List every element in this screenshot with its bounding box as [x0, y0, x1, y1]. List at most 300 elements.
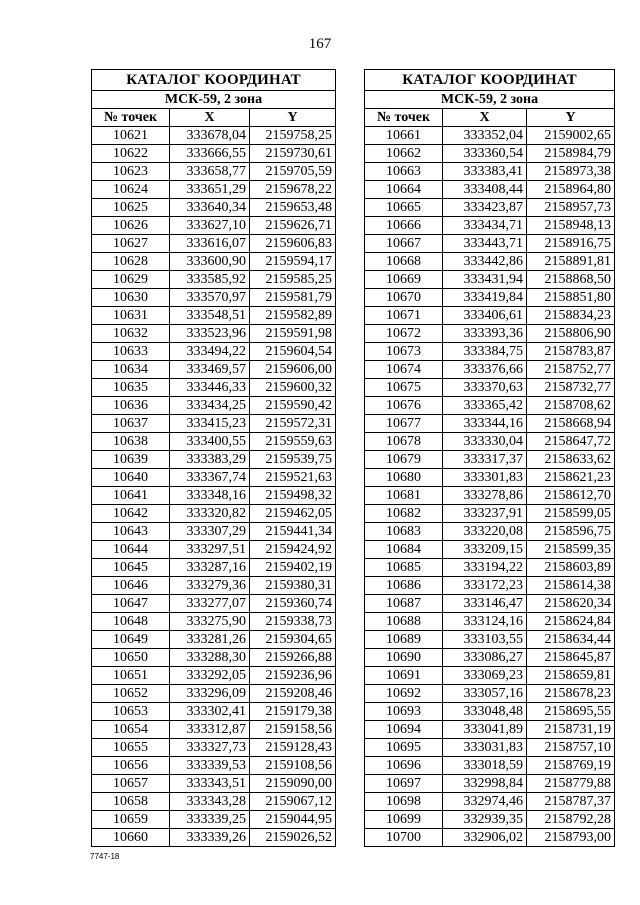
y-coordinate-cell: 2158708,62 [527, 397, 615, 415]
point-number-cell: 10664 [365, 181, 443, 199]
point-number-cell: 10699 [365, 811, 443, 829]
x-coordinate-cell: 333172,23 [443, 577, 527, 595]
x-coordinate-cell: 333301,83 [443, 469, 527, 487]
x-coordinate-cell: 333312,87 [170, 721, 250, 739]
table-row [365, 541, 615, 559]
x-coordinate-cell: 333103,55 [443, 631, 527, 649]
y-coordinate-cell: 2158973,38 [527, 163, 615, 181]
table-row [365, 559, 615, 577]
page-number: 167 [308, 36, 332, 52]
table-row [92, 127, 336, 145]
table-row [92, 163, 336, 181]
y-coordinate-cell: 2159582,89 [250, 307, 336, 325]
x-coordinate-cell: 333339,26 [170, 829, 250, 847]
point-number-cell: 10698 [365, 793, 443, 811]
point-number-cell: 10632 [92, 325, 170, 343]
y-coordinate-cell: 2158633,62 [527, 451, 615, 469]
point-number-cell: 10685 [365, 559, 443, 577]
y-coordinate-cell: 2158731,19 [527, 721, 615, 739]
coordinate-system-label: МСК-59, 2 зона [92, 91, 336, 109]
x-coordinate-cell: 333548,51 [170, 307, 250, 325]
table-row [365, 397, 615, 415]
point-number-cell: 10683 [365, 523, 443, 541]
table-row [365, 271, 615, 289]
table-row [92, 577, 336, 595]
y-coordinate-cell: 2159236,96 [250, 667, 336, 685]
table-row [365, 613, 615, 631]
y-coordinate-cell: 2158783,87 [527, 343, 615, 361]
point-number-cell: 10638 [92, 433, 170, 451]
table-row [365, 595, 615, 613]
table-row [365, 433, 615, 451]
table-row [365, 235, 615, 253]
table-row [365, 451, 615, 469]
point-number-cell: 10622 [92, 145, 170, 163]
y-coordinate-cell: 2159498,32 [250, 487, 336, 505]
point-number-cell: 10665 [365, 199, 443, 217]
x-coordinate-cell: 332998,84 [443, 775, 527, 793]
table-row [92, 631, 336, 649]
table-row [92, 253, 336, 271]
point-number-cell: 10656 [92, 757, 170, 775]
point-number-cell: 10681 [365, 487, 443, 505]
table-row [92, 649, 336, 667]
point-number-cell: 10667 [365, 235, 443, 253]
point-number-cell: 10682 [365, 505, 443, 523]
point-number-cell: 10643 [92, 523, 170, 541]
point-number-cell: 10633 [92, 343, 170, 361]
y-coordinate-cell: 2159044,95 [250, 811, 336, 829]
point-number-cell: 10655 [92, 739, 170, 757]
table-row [92, 703, 336, 721]
y-coordinate-cell: 2159521,63 [250, 469, 336, 487]
y-coordinate-cell: 2159090,00 [250, 775, 336, 793]
table-row [365, 505, 615, 523]
coordinate-system-label: МСК-59, 2 зона [365, 91, 615, 109]
x-coordinate-cell: 333209,15 [443, 541, 527, 559]
y-coordinate-cell: 2159360,74 [250, 595, 336, 613]
y-coordinate-cell: 2159606,00 [250, 361, 336, 379]
x-coordinate-cell: 333370,63 [443, 379, 527, 397]
x-coordinate-cell: 333494,22 [170, 343, 250, 361]
table-row [365, 649, 615, 667]
table-row [92, 505, 336, 523]
table-row [92, 667, 336, 685]
point-number-cell: 10658 [92, 793, 170, 811]
column-header-y: Y [527, 109, 615, 127]
x-coordinate-cell: 333320,82 [170, 505, 250, 523]
x-coordinate-cell: 333434,71 [443, 217, 527, 235]
y-coordinate-cell: 2158792,28 [527, 811, 615, 829]
table-row [92, 199, 336, 217]
y-coordinate-cell: 2159581,79 [250, 289, 336, 307]
table-row [92, 433, 336, 451]
table-row [92, 685, 336, 703]
x-coordinate-cell: 333307,29 [170, 523, 250, 541]
point-number-cell: 10652 [92, 685, 170, 703]
y-coordinate-cell: 2158624,84 [527, 613, 615, 631]
table-row [92, 829, 336, 847]
point-number-cell: 10653 [92, 703, 170, 721]
table-row [365, 181, 615, 199]
y-coordinate-cell: 2158634,44 [527, 631, 615, 649]
table-row [92, 541, 336, 559]
point-number-cell: 10647 [92, 595, 170, 613]
point-number-cell: 10686 [365, 577, 443, 595]
table-row [92, 721, 336, 739]
x-coordinate-cell: 333086,27 [443, 649, 527, 667]
y-coordinate-cell: 2158599,05 [527, 505, 615, 523]
x-coordinate-cell: 333279,36 [170, 577, 250, 595]
x-coordinate-cell: 333317,37 [443, 451, 527, 469]
table-row [365, 199, 615, 217]
table-row [92, 325, 336, 343]
y-coordinate-cell: 2158732,77 [527, 379, 615, 397]
y-coordinate-cell: 2159653,48 [250, 199, 336, 217]
x-coordinate-cell: 333018,59 [443, 757, 527, 775]
x-coordinate-cell: 333278,86 [443, 487, 527, 505]
x-coordinate-cell: 333288,30 [170, 649, 250, 667]
y-coordinate-cell: 2159585,25 [250, 271, 336, 289]
table-row [92, 307, 336, 325]
x-coordinate-cell: 333048,48 [443, 703, 527, 721]
point-number-cell: 10680 [365, 469, 443, 487]
x-coordinate-cell: 333327,73 [170, 739, 250, 757]
point-number-cell: 10639 [92, 451, 170, 469]
point-number-cell: 10649 [92, 631, 170, 649]
point-number-cell: 10630 [92, 289, 170, 307]
x-coordinate-cell: 333600,90 [170, 253, 250, 271]
table-row [365, 325, 615, 343]
y-coordinate-cell: 2158752,77 [527, 361, 615, 379]
x-coordinate-cell: 333031,83 [443, 739, 527, 757]
x-coordinate-cell: 333344,16 [443, 415, 527, 433]
point-number-cell: 10663 [365, 163, 443, 181]
point-number-cell: 10673 [365, 343, 443, 361]
x-coordinate-cell: 333678,04 [170, 127, 250, 145]
y-coordinate-cell: 2159572,31 [250, 415, 336, 433]
y-coordinate-cell: 2159590,42 [250, 397, 336, 415]
table-title: КАТАЛОГ КООРДИНАТ [92, 70, 336, 91]
y-coordinate-cell: 2159208,46 [250, 685, 336, 703]
point-number-cell: 10666 [365, 217, 443, 235]
y-coordinate-cell: 2158891,81 [527, 253, 615, 271]
point-number-cell: 10645 [92, 559, 170, 577]
point-number-cell: 10675 [365, 379, 443, 397]
y-coordinate-cell: 2159462,05 [250, 505, 336, 523]
y-coordinate-cell: 2158647,72 [527, 433, 615, 451]
y-coordinate-cell: 2158596,75 [527, 523, 615, 541]
table-row [365, 289, 615, 307]
point-number-cell: 10634 [92, 361, 170, 379]
x-coordinate-cell: 333393,36 [443, 325, 527, 343]
x-coordinate-cell: 333343,51 [170, 775, 250, 793]
y-coordinate-cell: 2158678,23 [527, 685, 615, 703]
x-coordinate-cell: 333627,10 [170, 217, 250, 235]
point-number-cell: 10662 [365, 145, 443, 163]
y-coordinate-cell: 2159067,12 [250, 793, 336, 811]
y-coordinate-cell: 2159128,43 [250, 739, 336, 757]
y-coordinate-cell: 2158614,38 [527, 577, 615, 595]
table-title: КАТАЛОГ КООРДИНАТ [365, 70, 615, 91]
x-coordinate-cell: 333220,08 [443, 523, 527, 541]
x-coordinate-cell: 333277,07 [170, 595, 250, 613]
y-coordinate-cell: 2159108,56 [250, 757, 336, 775]
x-coordinate-cell: 333419,84 [443, 289, 527, 307]
point-number-cell: 10684 [365, 541, 443, 559]
point-number-cell: 10661 [365, 127, 443, 145]
point-number-cell: 10660 [92, 829, 170, 847]
x-coordinate-cell: 333408,44 [443, 181, 527, 199]
x-coordinate-cell: 333383,41 [443, 163, 527, 181]
point-number-cell: 10623 [92, 163, 170, 181]
coordinate-catalog-table-left [91, 69, 336, 847]
x-coordinate-cell: 333237,91 [443, 505, 527, 523]
point-number-cell: 10690 [365, 649, 443, 667]
x-coordinate-cell: 333658,77 [170, 163, 250, 181]
x-coordinate-cell: 333041,89 [443, 721, 527, 739]
y-coordinate-cell: 2158957,73 [527, 199, 615, 217]
table-row [365, 217, 615, 235]
point-number-cell: 10670 [365, 289, 443, 307]
point-number-cell: 10642 [92, 505, 170, 523]
table-row [92, 811, 336, 829]
x-coordinate-cell: 333302,41 [170, 703, 250, 721]
point-number-cell: 10621 [92, 127, 170, 145]
point-number-cell: 10625 [92, 199, 170, 217]
y-coordinate-cell: 2159600,32 [250, 379, 336, 397]
point-number-cell: 10672 [365, 325, 443, 343]
table-row [365, 343, 615, 361]
y-coordinate-cell: 2159591,98 [250, 325, 336, 343]
table-row [365, 145, 615, 163]
table-row [92, 487, 336, 505]
column-header-x: X [443, 109, 527, 127]
table-row [365, 721, 615, 739]
point-number-cell: 10657 [92, 775, 170, 793]
x-coordinate-cell: 332906,02 [443, 829, 527, 847]
table-row [92, 451, 336, 469]
x-coordinate-cell: 333415,23 [170, 415, 250, 433]
y-coordinate-cell: 2158868,50 [527, 271, 615, 289]
table-row [92, 739, 336, 757]
table-row [92, 775, 336, 793]
y-coordinate-cell: 2159758,25 [250, 127, 336, 145]
column-header-x: X [170, 109, 250, 127]
point-number-cell: 10671 [365, 307, 443, 325]
y-coordinate-cell: 2158834,23 [527, 307, 615, 325]
y-coordinate-cell: 2159266,88 [250, 649, 336, 667]
y-coordinate-cell: 2159678,22 [250, 181, 336, 199]
point-number-cell: 10651 [92, 667, 170, 685]
table-row [365, 523, 615, 541]
point-number-cell: 10696 [365, 757, 443, 775]
x-coordinate-cell: 333287,16 [170, 559, 250, 577]
table-row [365, 361, 615, 379]
y-coordinate-cell: 2158948,13 [527, 217, 615, 235]
x-coordinate-cell: 333434,25 [170, 397, 250, 415]
table-row [92, 289, 336, 307]
x-coordinate-cell: 333348,16 [170, 487, 250, 505]
point-number-cell: 10692 [365, 685, 443, 703]
point-number-cell: 10637 [92, 415, 170, 433]
x-coordinate-cell: 333057,16 [443, 685, 527, 703]
y-coordinate-cell: 2158984,79 [527, 145, 615, 163]
x-coordinate-cell: 333640,34 [170, 199, 250, 217]
table-row [92, 469, 336, 487]
point-number-cell: 10636 [92, 397, 170, 415]
table-row [365, 775, 615, 793]
point-number-cell: 10629 [92, 271, 170, 289]
y-coordinate-cell: 2158787,37 [527, 793, 615, 811]
table-row [365, 631, 615, 649]
x-coordinate-cell: 332974,46 [443, 793, 527, 811]
point-number-cell: 10700 [365, 829, 443, 847]
x-coordinate-cell: 333423,87 [443, 199, 527, 217]
table-row [365, 163, 615, 181]
table-row [92, 793, 336, 811]
point-number-cell: 10668 [365, 253, 443, 271]
table-row [365, 793, 615, 811]
table-row [92, 559, 336, 577]
y-coordinate-cell: 2159606,83 [250, 235, 336, 253]
point-number-cell: 10648 [92, 613, 170, 631]
x-coordinate-cell: 333069,23 [443, 667, 527, 685]
y-coordinate-cell: 2159730,61 [250, 145, 336, 163]
table-row [92, 523, 336, 541]
x-coordinate-cell: 333376,66 [443, 361, 527, 379]
x-coordinate-cell: 333651,29 [170, 181, 250, 199]
point-number-cell: 10689 [365, 631, 443, 649]
y-coordinate-cell: 2159594,17 [250, 253, 336, 271]
y-coordinate-cell: 2159179,38 [250, 703, 336, 721]
column-header-y: Y [250, 109, 336, 127]
x-coordinate-cell: 333616,07 [170, 235, 250, 253]
x-coordinate-cell: 333281,26 [170, 631, 250, 649]
x-coordinate-cell: 333442,86 [443, 253, 527, 271]
x-coordinate-cell: 333367,74 [170, 469, 250, 487]
y-coordinate-cell: 2158668,94 [527, 415, 615, 433]
table-row [92, 361, 336, 379]
table-row [365, 811, 615, 829]
y-coordinate-cell: 2159002,65 [527, 127, 615, 145]
table-row [365, 469, 615, 487]
point-number-cell: 10626 [92, 217, 170, 235]
x-coordinate-cell: 332939,35 [443, 811, 527, 829]
table-row [92, 595, 336, 613]
y-coordinate-cell: 2158916,75 [527, 235, 615, 253]
table-row [92, 271, 336, 289]
table-row [92, 145, 336, 163]
y-coordinate-cell: 2159338,73 [250, 613, 336, 631]
table-row [365, 415, 615, 433]
x-coordinate-cell: 333352,04 [443, 127, 527, 145]
x-coordinate-cell: 333406,61 [443, 307, 527, 325]
table-row [92, 235, 336, 253]
y-coordinate-cell: 2159402,19 [250, 559, 336, 577]
x-coordinate-cell: 333365,42 [443, 397, 527, 415]
table-row [365, 757, 615, 775]
table-row [92, 757, 336, 775]
y-coordinate-cell: 2158851,80 [527, 289, 615, 307]
y-coordinate-cell: 2158964,80 [527, 181, 615, 199]
table-row [92, 397, 336, 415]
y-coordinate-cell: 2158779,88 [527, 775, 615, 793]
x-coordinate-cell: 333523,96 [170, 325, 250, 343]
x-coordinate-cell: 333194,22 [443, 559, 527, 577]
x-coordinate-cell: 333585,92 [170, 271, 250, 289]
y-coordinate-cell: 2158599,35 [527, 541, 615, 559]
y-coordinate-cell: 2159604,54 [250, 343, 336, 361]
y-coordinate-cell: 2159441,34 [250, 523, 336, 541]
table-row [365, 487, 615, 505]
point-number-cell: 10644 [92, 541, 170, 559]
x-coordinate-cell: 333339,53 [170, 757, 250, 775]
table-row [365, 703, 615, 721]
point-number-cell: 10691 [365, 667, 443, 685]
point-number-cell: 10678 [365, 433, 443, 451]
y-coordinate-cell: 2158695,55 [527, 703, 615, 721]
table-body [92, 127, 336, 847]
point-number-cell: 10654 [92, 721, 170, 739]
document-code: 7747-18 [90, 852, 120, 861]
y-coordinate-cell: 2159705,59 [250, 163, 336, 181]
y-coordinate-cell: 2158612,70 [527, 487, 615, 505]
point-number-cell: 10693 [365, 703, 443, 721]
point-number-cell: 10641 [92, 487, 170, 505]
point-number-cell: 10650 [92, 649, 170, 667]
table-row [365, 685, 615, 703]
point-number-cell: 10628 [92, 253, 170, 271]
x-coordinate-cell: 333343,28 [170, 793, 250, 811]
x-coordinate-cell: 333666,55 [170, 145, 250, 163]
y-coordinate-cell: 2159424,92 [250, 541, 336, 559]
y-coordinate-cell: 2158603,89 [527, 559, 615, 577]
coordinate-catalog-table-right [364, 69, 615, 847]
x-coordinate-cell: 333360,54 [443, 145, 527, 163]
y-coordinate-cell: 2158757,10 [527, 739, 615, 757]
table-row [365, 253, 615, 271]
x-coordinate-cell: 333446,33 [170, 379, 250, 397]
table-body [365, 127, 615, 847]
table-row [365, 577, 615, 595]
x-coordinate-cell: 333124,16 [443, 613, 527, 631]
y-coordinate-cell: 2159559,63 [250, 433, 336, 451]
x-coordinate-cell: 333431,94 [443, 271, 527, 289]
point-number-cell: 10646 [92, 577, 170, 595]
point-number-cell: 10694 [365, 721, 443, 739]
x-coordinate-cell: 333297,51 [170, 541, 250, 559]
column-header-point-number: № точек [92, 109, 170, 127]
table-row [92, 343, 336, 361]
x-coordinate-cell: 333330,04 [443, 433, 527, 451]
table-row [365, 127, 615, 145]
y-coordinate-cell: 2159304,65 [250, 631, 336, 649]
y-coordinate-cell: 2159539,75 [250, 451, 336, 469]
point-number-cell: 10676 [365, 397, 443, 415]
point-number-cell: 10627 [92, 235, 170, 253]
table-row [92, 613, 336, 631]
point-number-cell: 10687 [365, 595, 443, 613]
y-coordinate-cell: 2158659,81 [527, 667, 615, 685]
table-row [365, 667, 615, 685]
point-number-cell: 10624 [92, 181, 170, 199]
y-coordinate-cell: 2158645,87 [527, 649, 615, 667]
table-row [92, 217, 336, 235]
point-number-cell: 10679 [365, 451, 443, 469]
x-coordinate-cell: 333383,29 [170, 451, 250, 469]
table-row [365, 829, 615, 847]
